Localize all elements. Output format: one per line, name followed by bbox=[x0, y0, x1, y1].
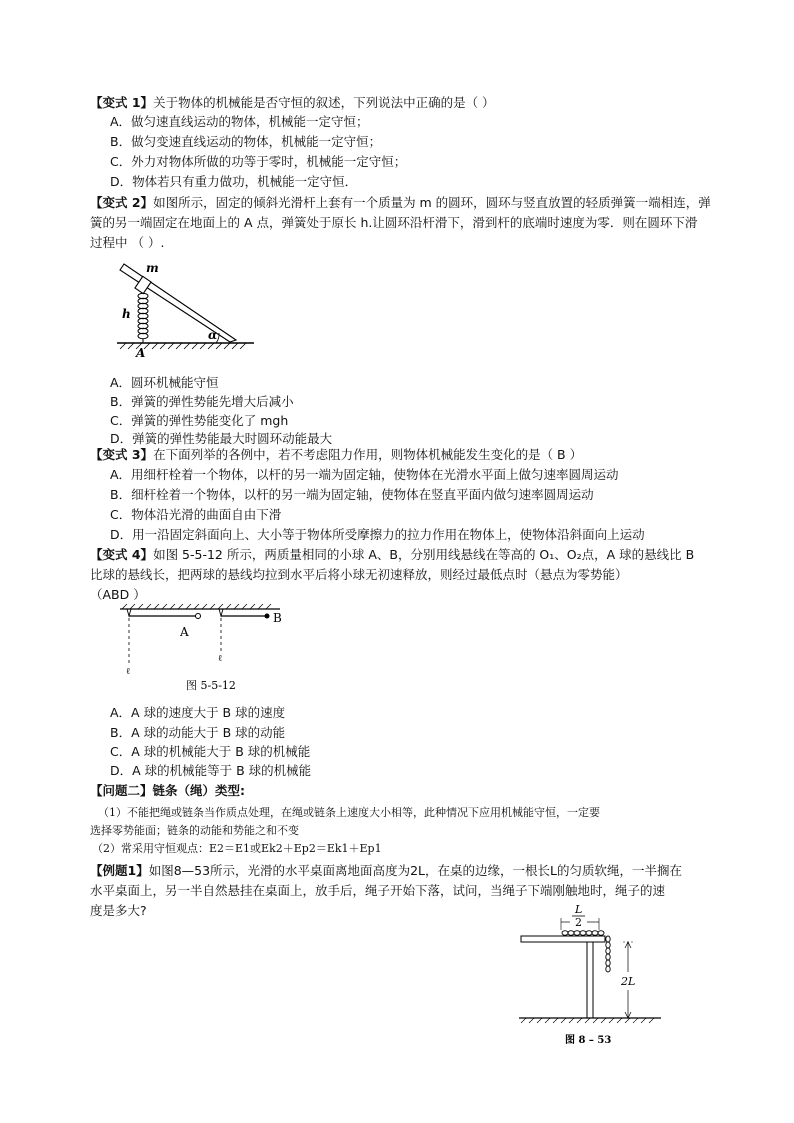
problem-2-heading bbox=[90, 782, 245, 800]
variant-4-tag: 【变式 4】 bbox=[90, 547, 154, 562]
label-frac-numerator: L bbox=[575, 903, 583, 916]
variant-1-question bbox=[90, 94, 495, 112]
variant-2-question-line1: 【变式 2】如图所示，固定的倾斜光滑杆上套有一个质量为 m 的圆环，圆环与竖直放置的轻质弹簧一端相连，弹 bbox=[90, 195, 711, 210]
variant-1-option-a: A．做匀速直线运动的物体，机械能一定守恒； bbox=[110, 114, 369, 129]
label-ball-b: B bbox=[273, 611, 282, 625]
svg-text:ℓ: ℓ bbox=[218, 654, 223, 664]
variant-4-question-line1: 【变式 4】如图 5-5-12 所示，两质量相同的小球 A、B，分别用线悬线在等高的 O₁、O₂点，A 球的悬线比 B bbox=[90, 547, 695, 562]
pendulum-figure bbox=[118, 603, 288, 695]
variant-1-option-c: C．外力对物体所做的功等于零时，机械能一定守恒； bbox=[110, 154, 407, 169]
variant-2-option-a: A．圆环机械能守恒 bbox=[110, 375, 219, 390]
label-ball-a: A bbox=[180, 625, 189, 639]
variant-2-option-b: B．弹簧的弹性势能先增大后减小 bbox=[110, 394, 294, 409]
variant-4-option-c: C．A 球的机械能大于 B 球的机械能 bbox=[110, 744, 311, 759]
variant-4-question-line3: （ABD ） bbox=[90, 587, 146, 602]
variant-1-option-b: B．做匀变速直线运动的物体，机械能一定守恒； bbox=[110, 134, 382, 149]
variant-3-option-d: D．用一沿固定斜面向上、大小等于物体所受摩擦力的拉力作用在物体上，使物体沿斜面向上运动 bbox=[110, 527, 645, 542]
label-h: h bbox=[122, 307, 131, 321]
variant-2-tag: 【变式 2】 bbox=[90, 195, 154, 210]
variant-3-question: 【变式 3】在下面列举的各例中，若不考虑阻力作用，则物体机械能发生变化的是（ B ） bbox=[90, 447, 583, 462]
variant-4-option-b: B．A 球的动能大于 B 球的动能 bbox=[110, 725, 286, 740]
problem-2-title: 链条（绳）类型: bbox=[152, 783, 246, 798]
variant-4-question-line2: 比球的悬线长，把两球的悬线均拉到水平后将小球无初速释放，则经过最低点时（悬点为零势能） bbox=[90, 567, 628, 582]
svg-text:ℓ: ℓ bbox=[126, 667, 131, 677]
variant-1-text: 关于物体的机械能是否守恒的叙述，下列说法中正确的是（ ） bbox=[153, 95, 495, 110]
variant-4-option-d: D．A 球的机械能等于 B 球的机械能 bbox=[110, 763, 312, 778]
variant-2-option-c: C．弹簧的弹性势能变化了 mgh bbox=[110, 413, 289, 428]
figure-5-5-12-caption: 图 5-5-12 bbox=[186, 679, 236, 692]
variant-4-option-a: A．A 球的速度大于 B 球的速度 bbox=[110, 705, 286, 720]
label-a: A bbox=[136, 346, 146, 360]
problem-2-tag: 【问题二】 bbox=[90, 783, 153, 798]
variant-2-question-line3: 过程中 （ ）. bbox=[90, 235, 165, 250]
variant-1-tag: 【变式 1】 bbox=[90, 95, 154, 110]
variant-2-option-d: D．弹簧的弹性势能最大时圆环动能最大 bbox=[110, 431, 333, 446]
example-1-question-line2: 水平桌面上，另一半自然悬挂在桌面上，放手后，绳子开始下落，试问，当绳子下端刚触地时，绳子的速 bbox=[90, 883, 666, 898]
label-frac-denominator: 2 bbox=[575, 916, 582, 929]
variant-3-option-c: C．物体沿光滑的曲面自由下滑 bbox=[110, 507, 282, 522]
variant-2-question-line2: 簧的另一端固定在地面上的 A 点，弹簧处于原长 h.让圆环沿杆滑下，滑到杆的底端时速度为零．则在圆环下滑 bbox=[90, 215, 698, 230]
variant-3-option-b: B．细杆栓着一个物体，以杆的另一端为固定轴，使物体在竖直平面内做匀速率圆周运动 bbox=[110, 487, 594, 502]
rope-table-figure bbox=[515, 900, 665, 1050]
example-1-tag: 【例题1】 bbox=[90, 863, 149, 878]
label-m: m bbox=[146, 261, 159, 275]
figure-8-53-caption: 图 8 – 53 bbox=[565, 1035, 612, 1046]
variant-3-option-a: A．用细杆栓着一个物体，以杆的另一端为固定轴，使物体在光滑水平面上做匀速率圆周运动 bbox=[110, 467, 619, 482]
problem-2-note-line2: 选择零势能面；链条的动能和势能之和不变 bbox=[90, 824, 299, 837]
incline-spring-figure bbox=[112, 260, 262, 360]
example-1-question-line1: 【例题1】如图8—53所示，光滑的水平桌面离地面高度为2L，在桌的边缘，一根长L的匀质软绳，一半搁在 bbox=[90, 863, 682, 878]
label-height-2l: 2L bbox=[621, 975, 636, 988]
variant-1-option-d: D．物体若只有重力做功，机械能一定守恒． bbox=[110, 174, 358, 189]
problem-2-note-line1: （1）不能把绳或链条当作质点处理，在绳或链条上速度大小相等，此种情况下应用机械能守恒，一定要 bbox=[98, 806, 600, 819]
label-alpha: α bbox=[208, 328, 218, 342]
problem-2-note-line3: （2）常采用守恒观点：E2＝E1或Ek2＋Ep2＝Ek1＋Ep1 bbox=[92, 842, 382, 855]
example-1-question-line3: 度是多大? bbox=[90, 903, 147, 918]
variant-3-tag: 【变式 3】 bbox=[90, 447, 154, 462]
